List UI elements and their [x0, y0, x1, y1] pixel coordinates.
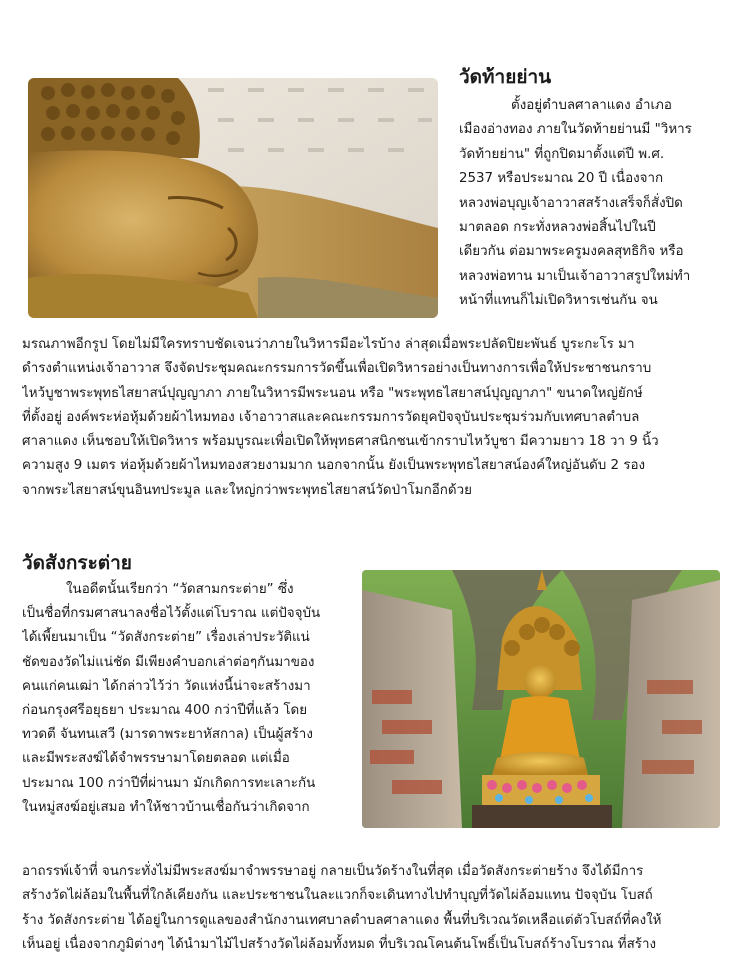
section1-paragraph-right	[459, 94, 714, 314]
paragraph-line: เดียวกัน ต่อมาพระครูมงคลสุทธิกิจ หรือ	[459, 244, 684, 260]
paragraph-line: เป็นชื่อที่กรมศาสนาลงชื่อไว้ตั้งแต่โบราณ แต่ปัจจุบัน	[22, 606, 321, 622]
reclining-buddha-photo	[28, 78, 438, 318]
paragraph-line: ศาลาแดง เห็นชอบให้เปิดวิหาร พร้อมบูรณะเพื่อเปิดให้พุทธศาสนิกชนเข้ากราบไหว้บูชา มีความยาว 18 วา 9 นิ้ว	[22, 434, 659, 450]
section2-paragraph-left	[22, 578, 354, 820]
paragraph-line: ชัดของวัดไม่แน่ชัด มีเพียงคำบอกเล่าต่อๆกันมาของ	[22, 654, 315, 670]
paragraph-line: ทวดตี จันทนเสวี (มารดาพระยาหัสกาล) เป็นผู้สร้าง	[22, 727, 313, 743]
paragraph-line: ตั้งอยู่ตำบลศาลาแดง อำเภอ	[511, 98, 672, 113]
paragraph-line: มาตลอด กระทั่งหลวงพ่อสิ้นไปในปี	[459, 219, 656, 235]
section-title-wat-thai-yan: วัดท้ายย่าน	[459, 66, 552, 88]
ruined-temple-buddha-photo	[362, 570, 720, 828]
paragraph-line: และมีพระสงฆ์ได้จำพรรษามาโดยตลอด แต่เมื่อ	[22, 751, 290, 767]
paragraph-line: เห็นอยู่ เนื่องจากภูมิต่างๆ ได้นำมาไม้ไปสร้างวัดไผ่ล้อมทั้งหมด ที่บริเวณโคนต้นโพธิ์เป็นโบสถ์ร้างโบราณ ที่สร้าง	[22, 936, 657, 952]
paragraph-line: หลวงพ่อทาน มาเป็นเจ้าอาวาสรูปใหม่ทำ	[459, 268, 691, 284]
paragraph-line: ไหว้บูชาพระพุทธไสยาสน์ปุญญาภา ภายในวิหารมีพระนอน หรือ "พระพุทธไสยาสน์ปุญญาภา" ขนาดใหญ่ยักษ์	[22, 385, 643, 401]
paragraph-line: อาถรรพ์เจ้าที่ จนกระทั่งไม่มีพระสงฆ์มาจำพรรษาอยู่ กลายเป็นวัดร้างในที่สุด เมื่อวัดสังกระต่ายร้าง จึงได้มีการ	[22, 864, 644, 879]
section1-paragraph-full	[22, 333, 722, 503]
paragraph-line: จากพระไสยาสน์ขุนอินทประมูล และใหญ่กว่าพระพุทธไสยาสน์วัดป่าโมกอีกด้วย	[22, 482, 472, 498]
paragraph-line: ความสูง 9 เมตร ห่อหุ้มด้วยผ้าไหมทองสวยงามมาก นอกจากนั้น ยังเป็นพระพุทธไสยาสน์องค์ใหญ่อันดับ 2 รอง	[22, 458, 646, 474]
paragraph-line: หลวงพ่อบุญเจ้าอาวาสสร้างเสร็จก็สั่งปิด	[459, 195, 683, 211]
section2-paragraph-full	[22, 860, 724, 957]
paragraph-line: วัดท้ายย่าน" ที่ถูกปิดมาตั้งแต่ปี พ.ศ.	[459, 146, 665, 162]
paragraph-line: ร้าง วัดสังกระต่าย ได้อยู่ในการดูแลของสำนักงานเทศบาลตำบลศาลาแดง พื้นที่บริเวณวัดเหลือแต่ตัวโบสถ์ที่คงให้	[22, 912, 662, 928]
paragraph-line: ในหมู่สงฆ์อยู่เสมอ ทำให้ชาวบ้านเชื่อกันว่าเกิดจาก	[22, 799, 310, 815]
paragraph-line: ได้เพี้ยนมาเป็น “วัดสังกระต่าย” เรื่องเล่าประวัติแน่	[22, 630, 310, 646]
paragraph-line: หน้าที่แทนก็ไม่เปิดวิหารเช่นกัน จน	[459, 293, 658, 309]
paragraph-line: ประมาณ 100 กว่าปีที่ผ่านมา มักเกิดการทะเลาะกัน	[22, 775, 316, 791]
paragraph-line: 2537 หรือประมาณ 20 ปี เนื่องจาก	[459, 171, 664, 187]
paragraph-line: ก่อนกรุงศรีอยุธยา ประมาณ 400 กว่าปีที่แล้ว โดย	[22, 702, 308, 718]
paragraph-line: มรณภาพอีกรูป โดยไม่มีใครทราบชัดเจนว่าภายในวิหารมีอะไรบ้าง ล่าสุดเมื่อพระปลัดปิยะพันธ์ บูระกะโร มา	[22, 337, 635, 352]
paragraph-line: ดำรงตำแหน่งเจ้าอาวาส จึงจัดประชุมคณะกรรมการวัดขึ้นเพื่อเปิดวิหารอย่างเป็นทางการเพื่อให้ประชาชนกราบ	[22, 361, 652, 377]
paragraph-line: สร้างวัดไผ่ล้อมในพื้นที่ใกล้เคียงกัน และประชาชนในละแวกก็จะเดินทางไปทำบุญที่วัดไผ่ล้อมแทน ปัจจุบัน โบสถ์	[22, 888, 653, 904]
paragraph-line: ที่ตั้งอยู่ องค์พระห่อหุ้มด้วยผ้าไหมทอง เจ้าอาวาสและคณะกรรมการวัดยุคปัจจุบันประชุมร่วมกับเทศบาลตำบล	[22, 409, 640, 425]
paragraph-line: คนแก่คนเฒ่า ได้กล่าวไว้ว่า วัดแห่งนี้น่าจะสร้างมา	[22, 678, 311, 694]
section-title-wat-sang-kratai: วัดสังกระต่าย	[22, 552, 132, 574]
paragraph-line: ในอดีตนั้นเรียกว่า “วัดสามกระต่าย” ซึ่ง	[66, 582, 294, 597]
paragraph-line: เมืองอ่างทอง ภายในวัดท้ายย่านมี "วิหาร	[459, 122, 692, 138]
